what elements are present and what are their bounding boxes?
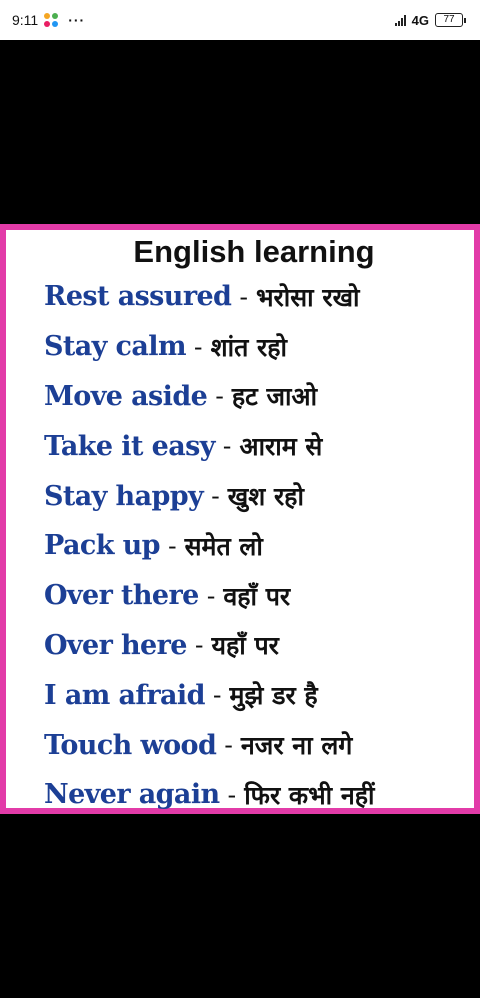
app-dot <box>52 21 58 27</box>
phrase-row <box>44 521 474 571</box>
phrase-row <box>44 571 474 621</box>
phrase-separator: - <box>215 382 224 411</box>
phrase-english: Take it easy <box>44 430 215 462</box>
card-title: English learning <box>133 234 375 269</box>
phrase-hindi: यहाँ पर <box>211 631 279 661</box>
more-notifications-icon: ··· <box>68 12 86 28</box>
phrase-english: Stay happy <box>44 480 204 512</box>
phrase-hindi: आराम से <box>239 432 323 462</box>
phrase-hindi: शांत रहो <box>210 332 287 362</box>
signal-icon <box>395 14 406 26</box>
phrase-english: Touch wood <box>44 729 217 761</box>
phrase-separator: - <box>206 581 216 610</box>
phrase-row <box>44 272 474 322</box>
phrase-english: Over here <box>44 629 187 661</box>
phrase-english: Rest assured <box>44 281 232 313</box>
network-type: 4G <box>411 12 429 28</box>
phrase-list <box>44 272 474 820</box>
phrase-row <box>44 621 474 671</box>
status-bar <box>0 0 480 40</box>
phrase-row <box>44 770 474 820</box>
phrase-row <box>44 322 474 372</box>
phrase-row <box>44 720 474 770</box>
phrase-separator: - <box>193 332 203 361</box>
app-dot <box>52 13 58 19</box>
phrase-english: Pack up <box>44 530 160 562</box>
phrase-hindi: फिर कभी नहीं <box>244 780 375 810</box>
phrase-english: Over there <box>44 580 199 612</box>
phrase-hindi: खुश रहो <box>227 482 304 512</box>
phrase-separator: - <box>239 282 248 311</box>
content-image-inner <box>6 230 474 811</box>
phrase-separator: - <box>227 780 237 809</box>
battery-cap <box>464 18 466 23</box>
phrase-hindi: हट जाओ <box>231 382 318 412</box>
app-dot <box>44 21 50 27</box>
phrase-hindi: भरोसा रखो <box>255 282 360 312</box>
phrase-hindi: नजर ना लगे <box>240 731 353 761</box>
battery-level: 77 <box>435 13 463 27</box>
status-right <box>395 13 466 28</box>
phrase-separator: - <box>222 432 232 461</box>
app-notification-icon <box>44 13 58 27</box>
phrase-hindi: मुझे डर है <box>229 681 318 711</box>
phrase-english: Move aside <box>44 380 208 412</box>
phrase-hindi: वहाँ पर <box>223 581 291 611</box>
phrase-separator: - <box>211 482 220 511</box>
phrase-row <box>44 471 474 521</box>
phrase-separator: - <box>167 531 177 560</box>
phrase-english: Stay calm <box>44 331 186 363</box>
battery-icon <box>435 13 466 27</box>
app-dot <box>44 13 50 19</box>
phrase-row <box>44 670 474 720</box>
status-left <box>12 12 85 28</box>
phrase-separator: - <box>194 631 204 660</box>
phrase-english: I am afraid <box>44 679 205 711</box>
content-image <box>0 224 480 814</box>
phrase-hindi: समेत लो <box>184 531 263 561</box>
phrase-separator: - <box>212 681 222 710</box>
phrase-row <box>44 421 474 471</box>
phrase-separator: - <box>224 731 233 760</box>
phrase-english: Never again <box>44 779 220 811</box>
clock: 9:11 <box>12 12 39 28</box>
phrase-row <box>44 372 474 422</box>
